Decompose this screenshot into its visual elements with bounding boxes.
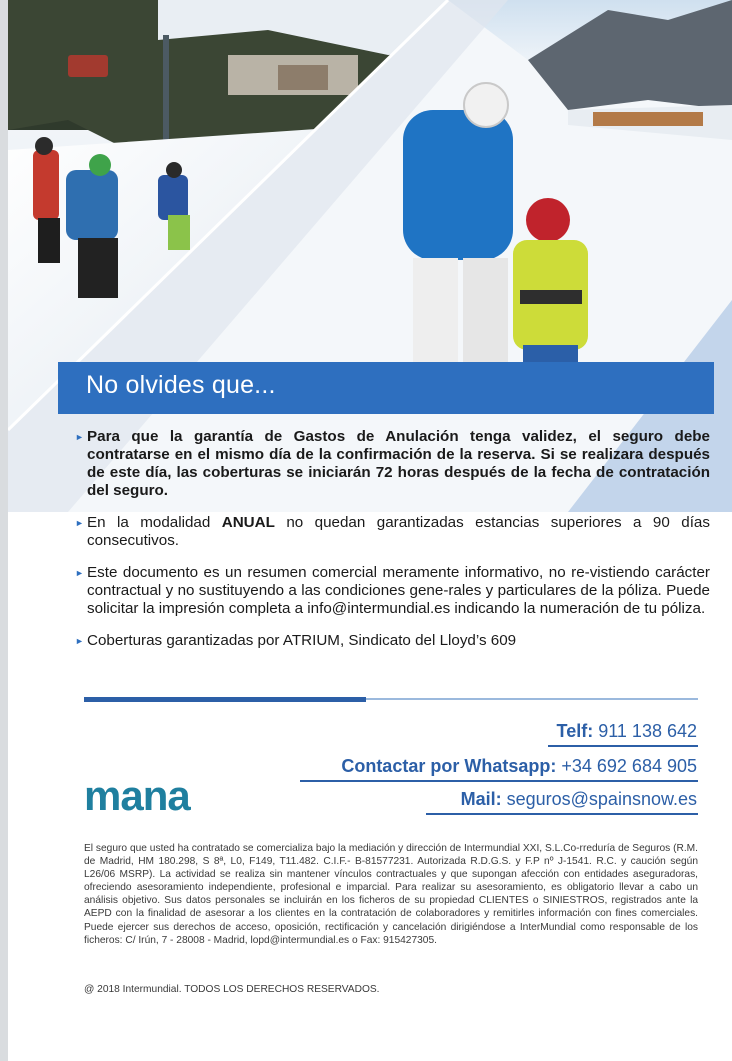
- legal-notice: El seguro que usted ha contratado se comercializa bajo la mediación y dirección de Intermundial XXI, S.L.Co-rreduría de Seguros (R.M. de Madrid, HM 180.298, S 8ª, L0, F149, T11.482. C.I.F.- B-81577231. Autorizada R.D.G.S. y F.P nº J-1541. R.C. y caución según L26/06 MSRP). La actividad se realiza sin mantener vínculos contractuales y que supongan afección con entidades aseguradoras, ofreciendo asesoramiento independiente, profesional e imparcial. Para realizar su asesoramiento, es obligatorio llevar a cabo un análisis objetivo. Sus datos personales se incluirán en los ficheros de su propiedad CLIENTES o SINIESTROS, registrados ante la AEPD con la finalidad de asesorar a los clientes en la contratación de colaboradores y remitirles información con fines comerciales. Puede ejercer sus derechos de acceso, oposición, rectificación y cancelación dirigiéndose a InterMundial como responsable de los ficheros: C/ Irún, 7 - 28008 - Madrid, lopd@intermundial.es o Fax: 915427305.: [84, 843, 698, 946]
- list-item: [74, 632, 710, 650]
- bullet-triangle-icon: ►: [75, 636, 84, 646]
- bullet-triangle-icon: ►: [75, 568, 84, 578]
- mana-logo: [84, 776, 224, 816]
- copyright-notice: @ 2018 Intermundial. TODOS LOS DERECHOS RESERVADOS.: [84, 984, 380, 995]
- page-margin: [0, 0, 8, 1061]
- list-item: [74, 564, 710, 618]
- list-item: [74, 514, 710, 550]
- mail-contact[interactable]: [461, 789, 697, 810]
- logo-text: mana: [84, 776, 190, 816]
- list-item-text: Coberturas garantizadas por ATRIUM, Sindicato del Lloyd’s 609: [87, 632, 517, 649]
- phone-link[interactable]: 911 138 642: [598, 721, 697, 741]
- notice-list: [74, 428, 710, 664]
- whatsapp-label: Contactar por Whatsapp:: [341, 756, 557, 776]
- mail-label: Mail:: [460, 789, 502, 809]
- list-item-text: Este documento es un resumen comercial meramente informativo, no re-vistiendo carácter contractual y no sustituyendo a las condiciones gene-rales y particulares de la póliza. Puede solicitar la impresión completa a info@intermundial.es indicando la numeración de tu póliza.: [87, 564, 710, 617]
- list-item-emphasis: ANUAL: [221, 514, 275, 531]
- bullet-triangle-icon: ►: [75, 432, 84, 442]
- whatsapp-link[interactable]: +34 692 684 905: [561, 756, 697, 776]
- whatsapp-contact[interactable]: [341, 756, 697, 777]
- phone-underline: [548, 745, 698, 747]
- list-item: [74, 428, 710, 500]
- list-item-text: Para que la garantía de Gastos de Anulación tenga validez, el seguro debe contratarse en el mismo día de la confirmación de la reserva. Si se realizara después de este día, las coberturas se iniciarán 72 horas después de la fecha de contratación del seguro.: [87, 428, 710, 499]
- phone-contact[interactable]: [557, 721, 697, 742]
- list-item-text-last: días consecutivos.: [87, 514, 710, 549]
- mail-underline: [426, 813, 698, 815]
- whatsapp-underline: [300, 780, 698, 782]
- section-divider-accent: [84, 697, 366, 702]
- phone-label: Telf:: [556, 721, 594, 741]
- mail-link[interactable]: seguros@spainsnow.es: [506, 789, 697, 809]
- page-title: No olvides que...: [86, 371, 276, 399]
- list-item-text-start: En la modalidad: [87, 514, 222, 531]
- bullet-triangle-icon: ►: [75, 518, 84, 528]
- list-item-text-end: no quedan garantizadas estancias superiores a 90: [274, 514, 670, 531]
